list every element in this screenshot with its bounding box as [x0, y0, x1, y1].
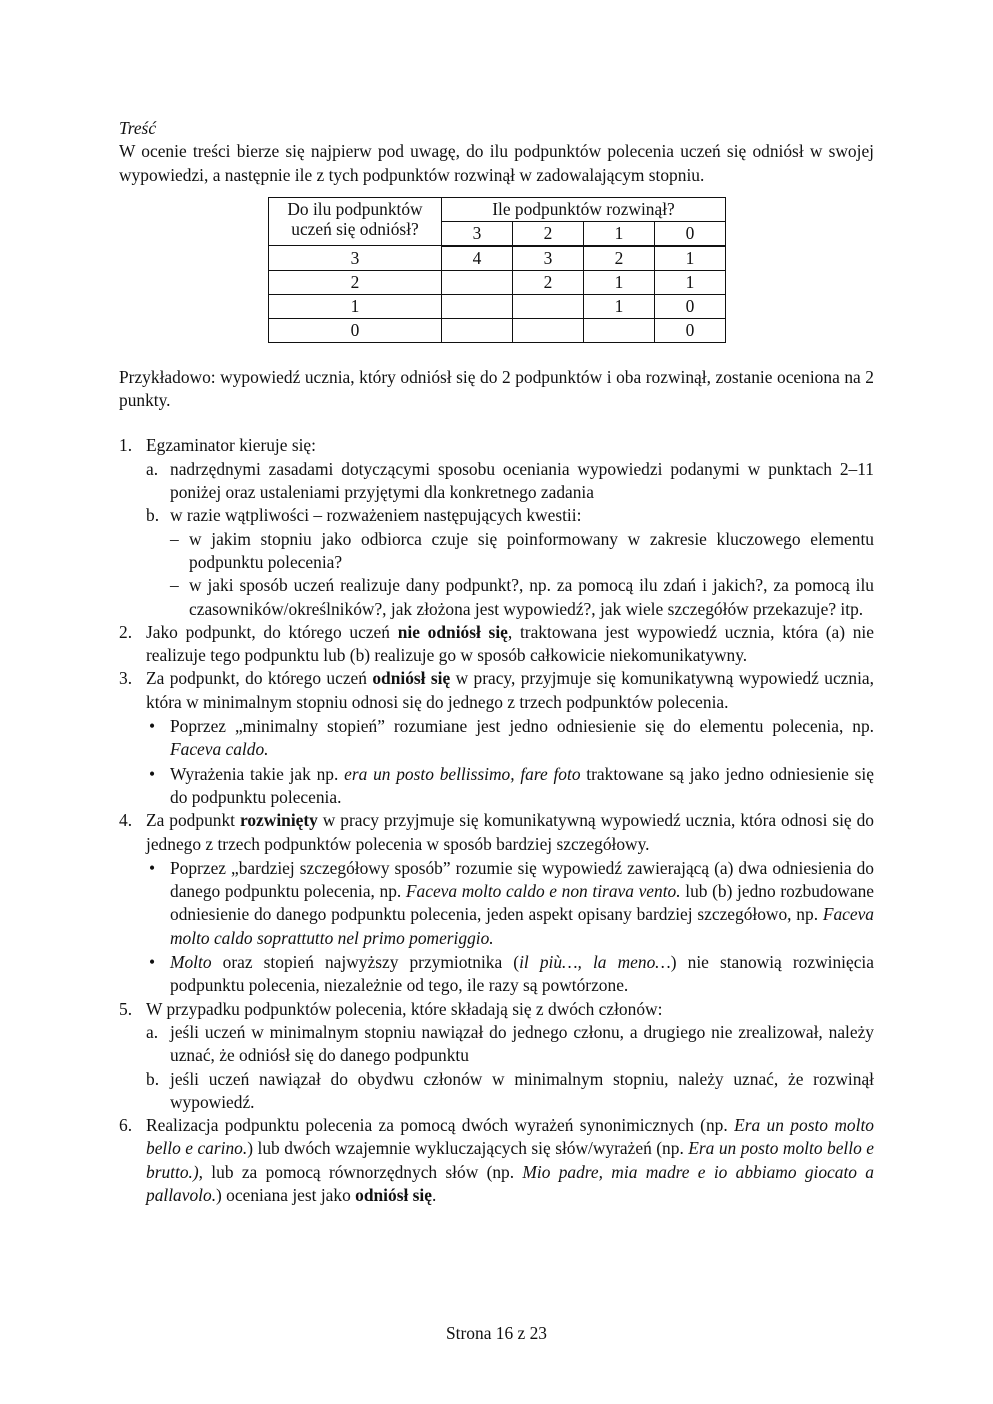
bullet-item [146, 951, 874, 998]
dash-list [170, 528, 874, 621]
italic-example: Era un posto molto bello e brutto.) [146, 1138, 874, 1182]
bullet-text: Wyrażenia takie jak np. [170, 763, 345, 784]
row-header: Do ilu podpunktów uczeń się odniósł? [269, 197, 442, 246]
bullet-text: ) nie stanowią rozwinięcia podpunktu polecenia, niezależnie od tego, ile razy są powtórzone. [170, 952, 874, 996]
rule-3 [119, 667, 874, 809]
row-label: 3 [269, 246, 442, 271]
table-cell: 1 [655, 246, 726, 271]
italic-example: Faceva caldo. [170, 739, 269, 760]
rule-text: Realizacja podpunktu polecenia za pomocą dwóch wyrażeń synonimicznych (np. [146, 1115, 735, 1136]
table-row [269, 270, 726, 294]
rule-text: w pracy przyjmuje się komunikatywną wypowiedź ucznia, która odnosi się do jednego z trzech podpunktów polecenia w sposób bardziej szczegółowy. [146, 810, 874, 854]
table-cell: 2 [513, 270, 584, 294]
scoring-table [268, 197, 726, 343]
column-header: 1 [584, 221, 655, 246]
column-header: 3 [442, 221, 513, 246]
dash-icon: – [170, 575, 179, 596]
dash-item-text: w jakim stopniu jako odbiorca czuje się poinformowany w zakresie kluczowego elementu podpunktu polecenia? [189, 528, 874, 572]
list-marker: 1. [119, 435, 133, 456]
table-cell: 1 [584, 270, 655, 294]
rules-list [119, 434, 874, 1207]
table-row [269, 294, 726, 318]
example-paragraph: Przykładowo: wypowiedź ucznia, który odniósł się do 2 podpunktów i oba rozwinął, zostanie oceniona na 2 punkty. [119, 366, 874, 411]
table-cell [584, 318, 655, 342]
bullet-text: Poprzez „bardziej szczegółowy sposób” rozumie się wypowiedź zawierającą (a) dwa odniesienia do danego podpunktu polecenia, np. [170, 857, 874, 902]
italic-example: Faceva molto caldo soprattutto nel primo pomeriggio. [170, 904, 874, 948]
rule-text: , lub za pomocą równorzędnych słów (np. [198, 1161, 523, 1182]
rule-text: ) lub dwóch wzajemnie wykluczających się słów/wyrażeń (np. [247, 1138, 689, 1159]
table-cell: 0 [655, 318, 726, 342]
bullet-icon: • [149, 857, 156, 878]
row-label: 1 [269, 294, 442, 318]
sub-item-a [146, 1021, 874, 1068]
italic-example: Molto [170, 952, 212, 973]
bullet-icon: • [149, 952, 156, 973]
bullet-text: traktowane są jako jedno odniesienie się do podpunktu polecenia. [170, 763, 874, 807]
column-header: 0 [655, 221, 726, 246]
intro-paragraph: W ocenie treści bierze się najpierw pod uwagę, do ilu podpunktów polecenia uczeń się odniósł w swojej wypowiedzi, a następnie ile z tych podpunktów rozwinął w zadowalającym stopniu. [119, 141, 874, 185]
sub-item-b [146, 504, 874, 620]
bold-term: rozwinięty [239, 810, 318, 831]
bold-term: odniósł się [372, 668, 451, 689]
rule-text: . [431, 1184, 437, 1205]
list-marker: 5. [119, 998, 133, 1019]
table-cell [442, 318, 513, 342]
italic-example: era un posto bellissimo, fare foto [344, 763, 581, 784]
dash-item [170, 574, 874, 621]
sub-item-a [146, 458, 874, 505]
sub-item-text: nadrzędnymi zasadami dotyczącymi sposobu oceniania wypowiedzi podanymi w punktach 2–11 poniżej oraz ustaleniami przyjętymi dla konkretnego zadania [170, 458, 874, 503]
bullet-list [146, 857, 874, 998]
table-cell: 0 [655, 294, 726, 318]
sub-list [146, 458, 874, 621]
rule-text: W przypadku podpunktów polecenia, które składają się z dwóch członów: [146, 998, 663, 1019]
table-cell: 1 [584, 294, 655, 318]
rule-6 [119, 1114, 874, 1207]
bullet-item [146, 715, 874, 762]
list-marker: 2. [119, 621, 133, 642]
table-cell [513, 318, 584, 342]
bullet-icon: • [149, 763, 156, 784]
rule-text: Jako podpunkt, do którego uczeń [146, 621, 398, 642]
dash-item [170, 528, 874, 575]
page-number: Strona 16 z 23 [446, 1323, 547, 1343]
rule-text: Za podpunkt, do którego uczeń [146, 668, 373, 689]
table-cell [442, 294, 513, 318]
list-marker: 3. [119, 668, 133, 689]
list-marker: 4. [119, 810, 133, 831]
row-label: 2 [269, 270, 442, 294]
dash-icon: – [170, 528, 179, 549]
table-row [269, 318, 726, 342]
list-marker: a. [146, 458, 159, 479]
rule-5 [119, 998, 874, 1114]
italic-example: Mio padre, mia madre e io abbiamo giocato a pallavolo. [146, 1161, 874, 1205]
bullet-text: oraz stopień najwyższy przymiotnika ( [211, 952, 520, 973]
column-group-header: Ile podpunktów rozwinął? [442, 197, 726, 221]
italic-example: il più…, la meno… [519, 952, 671, 973]
dash-item-text: w jaki sposób uczeń realizuje dany podpunkt?, np. za pomocą ilu zdań i jakich?, za pomocą ilu czasowników/określników?, jak złożona jest wypowiedź?, jak wiele szczegółów przekazuje? itp. [189, 575, 874, 619]
bullet-text: Poprzez „minimalny stopień” rozumiane jest jedno odniesienie się do elementu polecenia, np. [170, 716, 874, 737]
bullet-list [146, 715, 874, 809]
table-cell: 2 [584, 246, 655, 271]
rule-text: ) oceniana jest jako [216, 1184, 356, 1205]
table-cell: 3 [513, 246, 584, 271]
rule-text: Egzaminator kieruje się: [146, 435, 316, 456]
sub-item-text: jeśli uczeń nawiązał do obydwu członów w minimalnym stopniu, należy uznać, że rozwinął wypowiedź. [170, 1068, 874, 1112]
row-label: 0 [269, 318, 442, 342]
list-marker: b. [146, 1068, 160, 1089]
list-marker: a. [146, 1021, 159, 1042]
section-title: Treść [119, 118, 157, 138]
bold-term: odniósł się [355, 1184, 432, 1205]
rule-1 [119, 434, 874, 620]
bullet-item [146, 763, 874, 810]
table-cell [513, 294, 584, 318]
italic-example: Era un posto molto bello e carino. [146, 1115, 874, 1159]
table-header-row [269, 197, 726, 221]
italic-example: Faceva molto caldo e non tirava vento. [405, 881, 681, 902]
sub-item-text: jeśli uczeń w minimalnym stopniu nawiązał do jednego członu, a drugiego nie zrealizował, należy uznać, że odniósł się do danego podpunktu [170, 1021, 874, 1066]
bullet-item [146, 857, 874, 950]
table-cell [442, 270, 513, 294]
rule-4 [119, 809, 874, 997]
sub-list [146, 1021, 874, 1114]
rule-text: Za podpunkt [146, 810, 240, 831]
list-marker: b. [146, 505, 160, 526]
sub-item-b [146, 1068, 874, 1115]
bullet-icon: • [149, 716, 156, 737]
column-header: 2 [513, 221, 584, 246]
bold-term: nie odniósł się [397, 621, 508, 642]
table-cell: 4 [442, 246, 513, 271]
bullet-text: lub (b) jedno rozbudowane odniesienie do danego podpunktu polecenia, jeden aspekt opisany bardziej szczegółowo, np. [170, 881, 875, 925]
rule-2 [119, 621, 874, 668]
rule-text: w pracy, przyjmuje się komunikatywną wypowiedź ucznia, która w minimalnym stopniu odnosi się do jednego z trzech podpunktów polecenia. [146, 668, 874, 712]
document-page [119, 117, 874, 1207]
list-marker: 6. [119, 1115, 133, 1136]
sub-item-text: w razie wątpliwości – rozważeniem następujących kwestii: [170, 505, 582, 526]
rule-text: , traktowana jest wypowiedź ucznia, która (a) nie realizuje tego podpunktu lub (b) realizuje go w sposób całkowicie niekomunikatywny. [146, 621, 874, 666]
table-cell: 1 [655, 270, 726, 294]
table-row [269, 246, 726, 271]
